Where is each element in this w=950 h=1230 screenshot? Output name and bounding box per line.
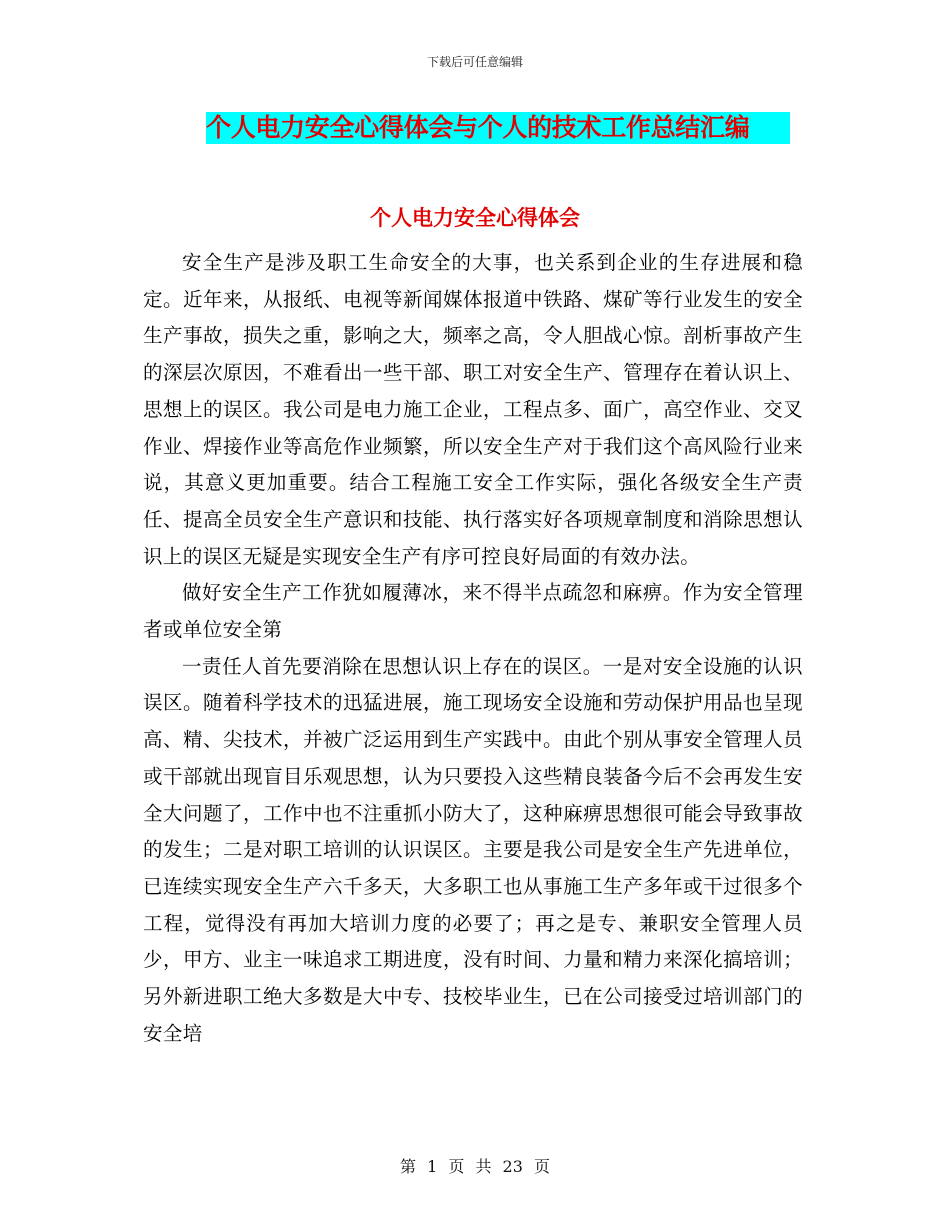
paragraph: 做好安全生产工作犹如履薄冰，来不得半点疏忽和麻痹。作为安全管理者或单位安全第	[143, 581, 803, 642]
document-body	[143, 245, 803, 1052]
section-title: 个人电力安全心得体会	[370, 205, 580, 230]
document-title-highlight	[206, 112, 790, 144]
paragraph: 一责任人首先要消除在思想认识上存在的误区。一是对安全设施的认识误区。随着科学技术的迅猛进展，施工现场安全设施和劳动保护用品也呈现高、精、尖技术，并被广泛运用到生产实践中。由此个别从事安全管理人员或干部就出现盲目乐观思想，认为只要投入这些精良装备今后不会再发生安全大问题了，工作中也不注重抓小防大了，这种麻痹思想很可能会导致事故的发生；二是对职工培训的认识误区。主要是我公司是安全生产先进单位，已连续实现安全生产六千多天，大多职工也从事施工生产多年或干过很多个工程，觉得没有再加大培训力度的必要了；再之是专、兼职安全管理人员少，甲方、业主一味追求工期进度，没有时间、力量和精力来深化搞培训；另外新进职工绝大多数是大中专、技校毕业生，已在公司接受过培训部门的安全培	[143, 654, 803, 1045]
page-header-note: 下载后可任意编辑	[426, 55, 523, 69]
document-title: 个人电力安全心得体会与个人的技术工作总结汇编	[206, 113, 750, 142]
paragraph: 安全生产是涉及职工生命安全的大事，也关系到企业的生存进展和稳定。近年来，从报纸、电视等新闻媒体报道中铁路、煤矿等行业发生的安全生产事故，损失之重，影响之大，频率之高，令人胆战心惊。剖析事故产生的深层次原因，不难看出一些干部、职工对安全生产、管理存在着认识上、思想上的误区。我公司是电力施工企业，工程点多、面广，高空作业、交叉作业、焊接作业等高危作业频繁，所以安全生产对于我们这个高风险行业来说，其意义更加重要。结合工程施工安全工作实际，强化各级安全生产责任、提高全员安全生产意识和技能、执行落实好各项规章制度和消除思想认识上的误区无疑是实现安全生产有序可控良好局面的有效办法。	[143, 251, 803, 568]
page-number-footer: 第 1 页 共 23 页	[400, 1157, 550, 1176]
